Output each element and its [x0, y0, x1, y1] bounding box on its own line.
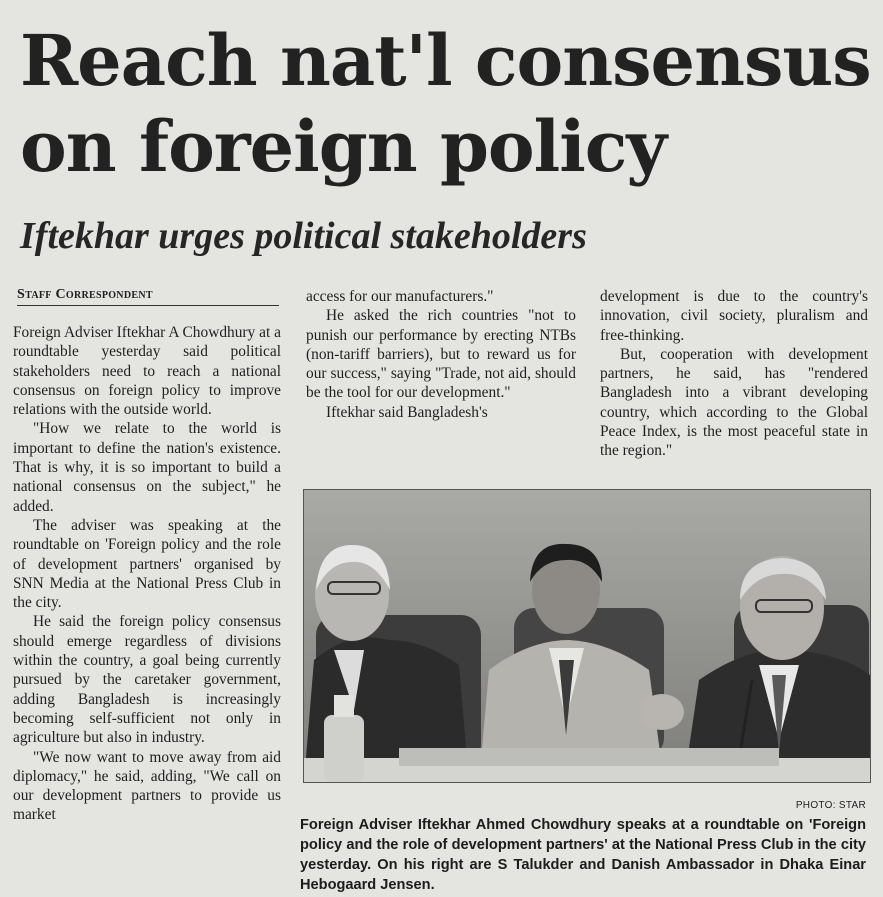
headline: Reach nat'l consensus on foreign policy: [20, 19, 871, 188]
paragraph: development is due to the country's innovation, civil society, pluralism and free-thinking.: [600, 288, 868, 344]
paragraph: Iftekhar said Bangladesh's: [326, 403, 488, 421]
article-column-2: [306, 287, 576, 422]
photo-caption: Foreign Adviser Iftekhar Ahmed Chowdhury speaks at a roundtable on 'Foreign policy and the role of development partners' at the National Press Club in the city yesterday. On his right are S Talukder and Danish Ambassador in Dhaka Einar Hebogaard Jensen.: [300, 817, 866, 893]
paragraph: "How we relate to the world is important to define the nation's existence. That is why, it is so important to build a national consensus on the subject," he added.: [13, 420, 281, 515]
paragraph: But, cooperation with development partners, he said, has "rendered Bangladesh into a vibrant developing country, which according to the Global Peace Index, is the most peaceful state in the region.": [600, 345, 868, 460]
paragraph: "We now want to move away from aid diplomacy," he said, adding, "We call on our development partners to provide us market: [13, 748, 281, 824]
photo-credit: PHOTO: STAR: [795, 800, 866, 811]
paragraph: access for our manufacturers.": [306, 288, 494, 305]
paragraph: Foreign Adviser Iftekhar A Chowdhury at a roundtable yesterday said political stakeholders need to reach a national consensus on foreign policy to improve relations with the outside world.: [13, 324, 281, 419]
byline: Staff Correspondent: [17, 287, 279, 306]
article-column-3: [600, 287, 868, 461]
paragraph: He said the foreign policy consensus should emerge regardless of divisions within the country, a goal being currently pursued by the caretaker government, adding Bangladesh is increasingly becoming self-sufficient not only in agriculture but also in industry.: [13, 613, 281, 747]
paragraph: He asked the rich countries "not to punish our performance by erecting NTBs (non-tariff barriers), but to reward us for our success," saying "Trade, not aid, should be the tool for our development.": [306, 307, 576, 402]
article-column-1: [13, 323, 281, 897]
photo-illustration: [304, 490, 870, 782]
subhead: Iftekhar urges political stakeholders: [20, 215, 587, 257]
news-photo: [303, 489, 871, 783]
paragraph: The adviser was speaking at the roundtable on 'Foreign policy and the role of development partners' organised by SNN Media at the National Press Club in the city.: [13, 516, 281, 612]
